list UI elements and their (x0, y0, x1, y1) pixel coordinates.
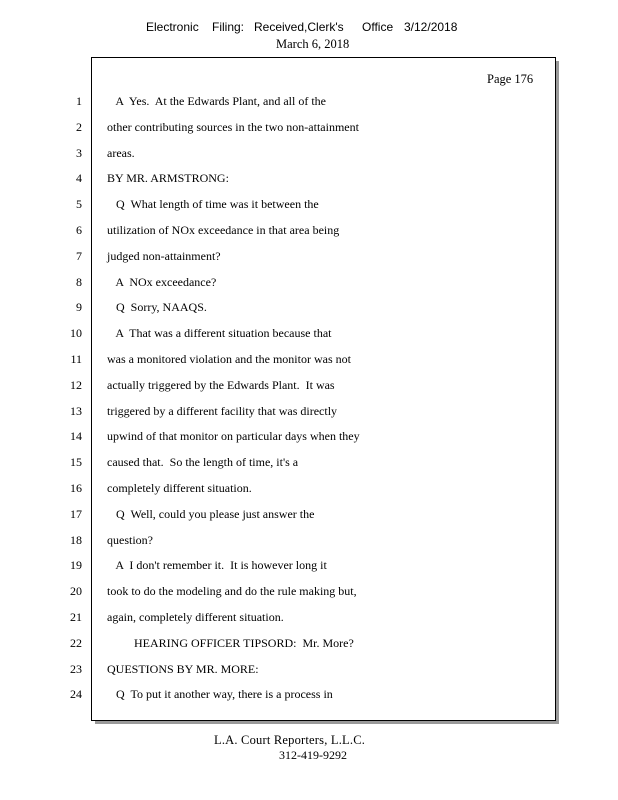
transcript-line: A I don't remember it. It is however long it (107, 558, 327, 572)
line-number: 20 (70, 584, 82, 598)
transcript-line: Q To put it another way, there is a process in (107, 687, 333, 701)
line-number: 24 (70, 687, 82, 701)
line-number: 7 (76, 249, 82, 263)
line-number: 19 (70, 558, 82, 572)
transcript-line: again, completely different situation. (107, 610, 284, 624)
transcript-line: areas. (107, 146, 135, 160)
transcript-line: utilization of NOx exceedance in that area being (107, 223, 340, 237)
page-number: Page 176 (487, 72, 534, 86)
line-number: 10 (70, 326, 82, 340)
transcript-line: was a monitored violation and the monitor was not (107, 352, 351, 366)
reporter-phone: 312-419-9292 (279, 748, 347, 762)
transcript-line: judged non-attainment? (107, 249, 221, 263)
transcript-line: actually triggered by the Edwards Plant. It was (107, 378, 335, 392)
page-shadow-right (556, 61, 559, 724)
stamp-electronic: Electronic (146, 20, 199, 34)
transcript-line: BY MR. ARMSTRONG: (107, 171, 229, 185)
transcript-line: HEARING OFFICER TIPSORD: Mr. More? (107, 636, 354, 650)
page-shadow-bottom (95, 721, 559, 724)
transcript-line: A That was a different situation because that (107, 326, 332, 340)
transcript-line: question? (107, 533, 153, 547)
line-number: 2 (76, 120, 82, 134)
transcript-line: triggered by a different facility that was directly (107, 404, 338, 418)
line-number: 11 (70, 352, 82, 366)
line-number: 3 (76, 146, 82, 160)
line-number: 12 (70, 378, 82, 392)
line-number: 8 (76, 275, 82, 289)
line-number: 16 (70, 481, 82, 495)
line-number: 22 (70, 636, 82, 650)
line-number: 18 (70, 533, 82, 547)
stamp-received: Received,Clerk's (254, 20, 344, 34)
line-number: 1 (76, 94, 82, 108)
hearing-date: March 6, 2018 (276, 37, 350, 51)
line-number: 4 (76, 171, 82, 185)
stamp-office: Office (362, 20, 394, 34)
transcript-line: took to do the modeling and do the rule making but, (107, 584, 357, 598)
transcript-line: Q Sorry, NAAQS. (107, 300, 207, 314)
line-number: 17 (70, 507, 82, 521)
line-number: 13 (70, 404, 82, 418)
transcript-line: A NOx exceedance? (107, 275, 217, 289)
transcript-line: other contributing sources in the two non-attainment (107, 120, 359, 134)
line-number: 23 (70, 662, 82, 676)
transcript-line: upwind of that monitor on particular days when they (107, 429, 360, 443)
line-number: 6 (76, 223, 82, 237)
line-number: 21 (70, 610, 82, 624)
transcript-line: Q Well, could you please just answer the (107, 507, 315, 521)
line-number: 15 (70, 455, 82, 469)
transcript-line: A Yes. At the Edwards Plant, and all of the (107, 94, 326, 108)
reporter-company: L.A. Court Reporters, L.L.C. (214, 733, 366, 747)
transcript-line: QUESTIONS BY MR. MORE: (107, 662, 259, 676)
stamp-filing: Filing: (212, 20, 245, 34)
transcript-line: completely different situation. (107, 481, 252, 495)
transcript-line: Q What length of time was it between the (107, 197, 319, 211)
line-number: 9 (76, 300, 82, 314)
line-number: 5 (76, 197, 82, 211)
stamp-date: 3/12/2018 (404, 20, 458, 34)
line-number: 14 (70, 429, 82, 443)
transcript-line: caused that. So the length of time, it's a (107, 455, 299, 469)
